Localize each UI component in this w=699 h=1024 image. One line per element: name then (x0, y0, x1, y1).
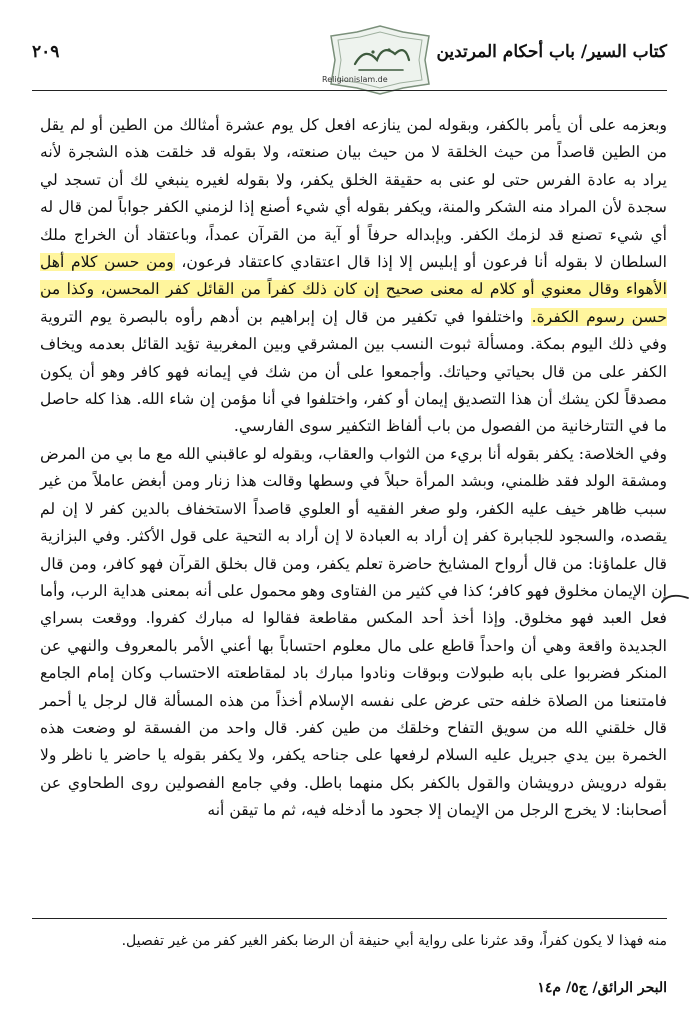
highlighted-text: ومن حسن كلام أهل الأهواء وقال معنوي أو كلام له معنى صحيح إن كان ذلك كفراً من القائل كفر المحسن، وكذا من حسن رسوم الكفرة. (40, 253, 667, 326)
text-segment: وفي الخلاصة: يكفر بقوله أنا بريء من الثواب والعقاب، وبقوله لو عاقبني الله مع ما بي من المرض ومشقة الولد فقد ظلمني، وبشد المرأة حبلاً في وسطها وقالت هذا زنار ومن أبغض عاملاً من غير سبب ظاهر خيف عليه الكفر، ولو صغر الفقيه أو العلوي قاصداً الاستخفاف بالدين كفر لا إن لم يقصده، والسجود للجبابرة كفر إن أراد به العبادة لا إن أراد به التحية على قول الأكثر. وفي البزازية قال علماؤنا: من قال أرواح المشايخ حاضرة تعلم يكفر، ومن قال بخلق القرآن فهو كافر، ومن قال إن الإيمان مخلوق فهو كافر؛ كذا في كثير من الفتاوى وهو محمول على أنه بمعنى هداية الرب، وأما فعل العبد فهو مخلوق. وإذا أخذ أحد المكس مقاطعة فقالوا له مبارك كفروا. ووقعت بسراي الجديدة واقعة وهي أن واحداً قاطع على مال معلوم احتساباً بها أعني الأمر بالمعروف والنهي عن المنكر فضربوا على بابه طبولات وبوقات ونادوا مبارك باد لمقاطعته الاحتساب وكان إمام الجامع فامتنعنا من الصلاة خلفه حتى عرض على نفسه الإسلام أخذاً من هذه المسألة قال لرجل يا أحمر قال خلقني الله من سويق التفاح وخلقك من طين كفر. قال واحد من الفسقة لو وضعت هذه الخمرة بين يدي جبريل عليه السلام لرفعها على جناحه يكفر، ولا يكفر بقوله يا حاضر يا ناظر ولا بقوله درويش درويشان والقول بالكفر بكل منهما باطل. وفي جامع الفصولين روى الطحاوي عن أصحابنا: لا يخرج الرجل من الإيمان إلا جحود ما أدخله فيه، ثم ما تيقن أنه (39, 444, 667, 820)
paragraph (40, 112, 667, 441)
logo-caption: Religionislam.de (322, 75, 388, 84)
text-segment: واختلفوا في تكفير من قال إن إبراهيم بن أدهم رأوه بالبصرة يوم التروية وفي ذلك اليوم بمكة. ومسألة ثبوت النسب بين المشرقي وبين المغربية تؤيد القائل بعدمه ويخاف الكفر على من قال بحياتي وحياتك. وأجمعوا على أن من شك في إيمانه فهو كافر وهو أن يكون مصدقاً لكن يشك أن هذا التصديق إيمان أو كفر، واختلفوا في أنا مؤمن إن شاء الله. هذا كله حاصل ما في التتارخانية من الفصول من باب ألفاظ التكفير سوى الفارسي. (40, 307, 667, 436)
page-number: ٢٠٩ (32, 42, 60, 62)
paragraph (40, 441, 667, 825)
text-segment: وبعزمه على أن يأمر بالكفر، وبقوله لمن ينازعه افعل كل يوم عشرة أمثالك من الطين أو لم يقل من الطين قاصداً من حيث الخلقة لا من حيث بيان صنعته، ولا بقوله قد خلقت هذه الشجرة لأنه يراد به عادة الفرس حتى لو عنى به حقيقة الخلق يكفر، ولا بقوله لغيره ينبغي لك أن تسجد لي سجدة لأن المراد منه الشكر والمنة، ويكفر بقوله أي شيء أصنع إذا لزمني الكفر جواباً لمن قال له أي شيء تصنع قد لزمك الكفر. وبإبداله حرفاً أو آية من القرآن عمداً، وباعتقاد أن الخراج ملك السلطان لا بقوله أنا فرعون أو إبليس إلا إذا قال اعتقادي كاعتقاد فرعون، (40, 116, 667, 272)
margin-pen-mark (660, 590, 690, 606)
source-footer: البحر الرائق/ ج٥/ م١٤ (537, 980, 667, 996)
footnote-rule (32, 918, 667, 919)
logo-emblem (321, 24, 439, 96)
body-text (40, 112, 667, 825)
footnote: منه فهذا لا يكون كفراً، وقد عثرنا على رواية أبي حنيفة أن الرضا بكفر الغير كفر من غير تفصيل. (121, 933, 667, 949)
header-rule (32, 90, 667, 91)
running-title: كتاب السير/ باب أحكام المرتدين (436, 42, 667, 62)
